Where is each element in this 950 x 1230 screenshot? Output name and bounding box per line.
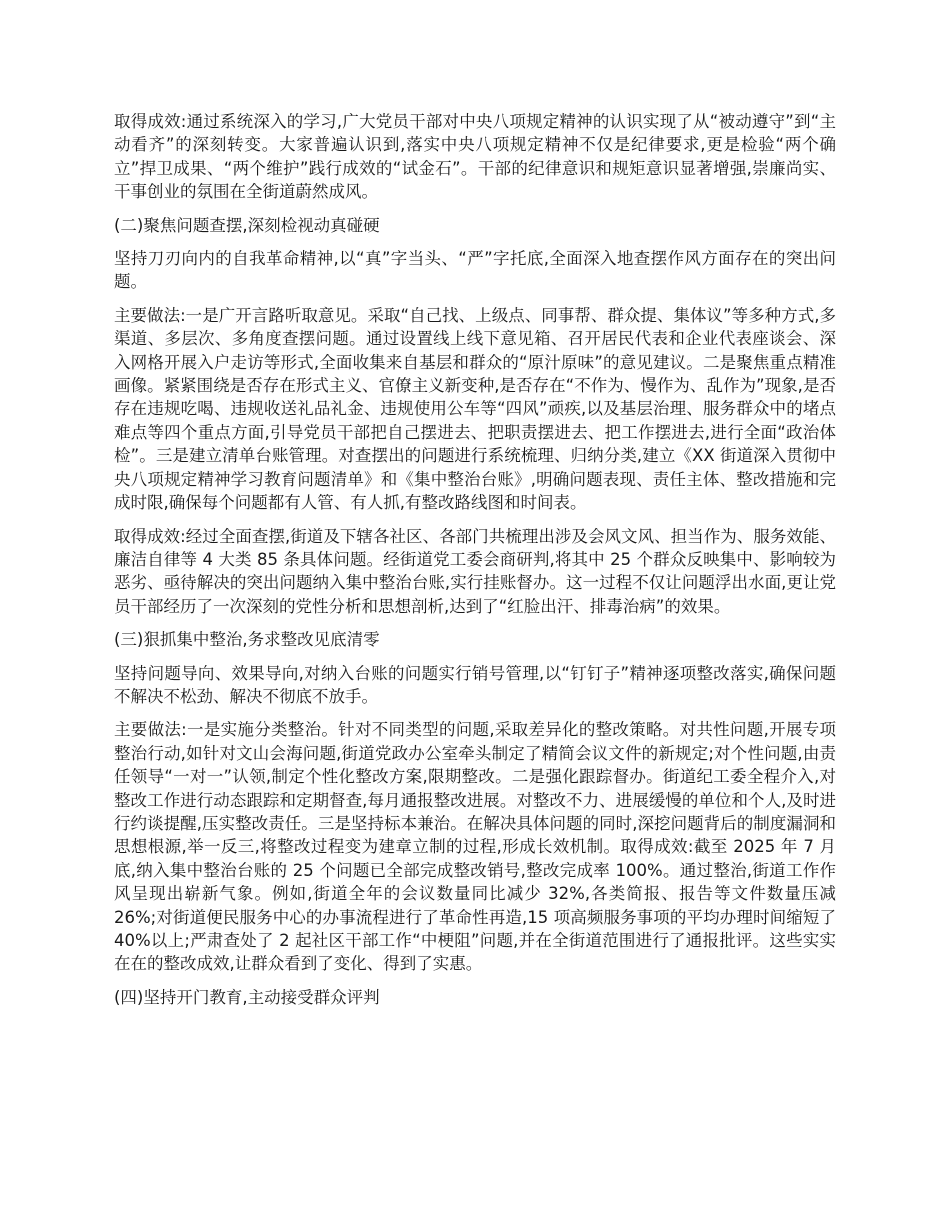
paragraph-main-practices-3: 主要做法:一是实施分类整治。针对不同类型的问题,采取差异化的整改策略。对共性问题,开展专项整治行动,如针对文山会海问题,街道党政办公室牵头制定了精简会议文件的新规定;对个性问题,由责任领导“一对一”认领,制定个性化整改方案,限期整改。二是强化跟踪督办。街道纪工委全程介入,对整改工作进行动态跟踪和定期督查,每月通报整改进展。对整改不力、进展缓慢的单位和个人,及时进行约谈提醒,压实整改责任。三是坚持标本兼治。在解决具体问题的同时,深挖问题背后的制度漏洞和思想根源,举一反三,将整改过程变为建章立制的过程,形成长效机制。取得成效:截至 2025 年 7 月底,纳入集中整治台账的 25 个问题已全部完成整改销号,整改完成率 100%。通过整治,街道工作作风呈现出崭新气象。例如,街道全年的会议数量同比减少 32%,各类简报、报告等文件数量压减 26%;对街道便民服务中心的办事流程进行了革命性再造,15 项高频服务事项的平均办理时间缩短了 40%以上;严肃查处了 2 起社区干部工作“中梗阻”问题,并在全街道范围进行了通报批评。这些实实在在的整改成效,让群众看到了变化、得到了实惠。: [114, 720, 836, 974]
paragraph-main-practices-2: 主要做法:一是广开言路听取意见。采取“自己找、上级点、同事帮、群众提、集体议”等多种方式,多渠道、多层次、多角度查摆问题。通过设置线上线下意见箱、召开居民代表和企业代表座谈会、深入网格开展入户走访等形式,全面收集来自基层和群众的“原汁原味”的意见建议。二是聚焦重点精准画像。紧紧围绕是否存在形式主义、官僚主义新变种,是否存在“不作为、慢作为、乱作为”现象,是否存在违规吃喝、违规收送礼品礼金、违规使用公车等“四风”顽疾,以及基层治理、服务群众中的堵点难点等四个重点方面,引导党员干部把自己摆进去、把职责摆进去、把工作摆进去,进行全面“政治体检”。三是建立清单台账管理。对查摆出的问题进行系统梳理、归纳分类,建立《XX 街道深入贯彻中央八项规定精神学习教育问题清单》和《集中整治台账》,明确问题表现、责任主体、整改措施和完成时限,确保每个问题都有人管、有人抓,有整改路线图和时间表。: [114, 305, 836, 513]
section-heading-3: (三)狠抓集中整治,务求整改见底清零: [114, 630, 380, 650]
section-heading-2: (二)聚焦问题查摆,深刻检视动真碰硬: [114, 215, 380, 235]
document-page: [114, 110, 836, 1019]
paragraph-study-results: 取得成效:通过系统深入的学习,广大党员干部对中央八项规定精神的认识实现了从“被动遵守”到“主动看齐”的深刻转变。大家普遍认识到,落实中央八项规定精神不仅是纪律要求,更是检验“两个确立”捍卫成果、“两个维护”践行成效的“试金石”。干部的纪律意识和规矩意识显著增强,崇廉尚实、干事创业的氛围在全街道蔚然成风。: [114, 112, 836, 202]
section-heading-4: (四)坚持开门教育,主动接受群众评判: [114, 987, 380, 1007]
paragraph-problem-oriented: 坚持问题导向、效果导向,对纳入台账的问题实行销号管理,以“钉钉子”精神逐项整改落实,确保问题不解决不松劲、解决不彻底不放手。: [114, 663, 836, 706]
paragraph-results-2: 取得成效:经过全面查摆,街道及下辖各社区、各部门共梳理出涉及会风文风、担当作为、服务效能、廉洁自律等 4 大类 85 条具体问题。经街道党工委会商研判,将其中 25 个群众反映集中、影响较为恶劣、亟待解决的突出问题纳入集中整治台账,实行挂账督办。这一过程不仅让问题浮出水面,更让党员干部经历了一次深刻的党性分析和思想剖析,达到了“红脸出汗、排毒治病”的效果。: [114, 526, 836, 616]
paragraph-self-revolution: 坚持刀刃向内的自我革命精神,以“真”字当头、“严”字托底,全面深入地查摆作风方面存在的突出问题。: [114, 249, 836, 292]
